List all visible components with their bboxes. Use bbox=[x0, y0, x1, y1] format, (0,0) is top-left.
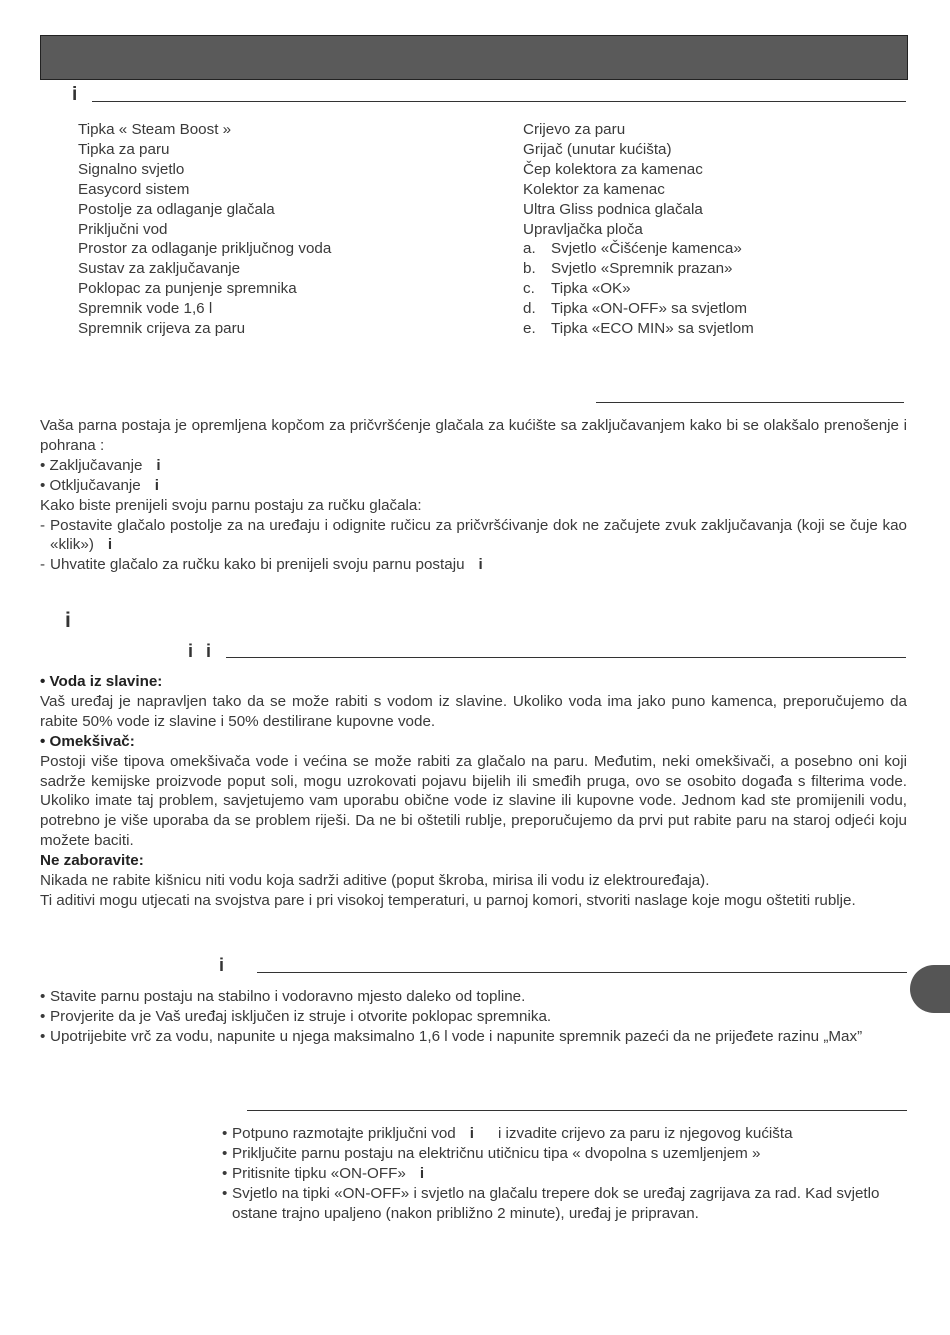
panel-item bbox=[523, 299, 754, 319]
figure-ref: i bbox=[154, 476, 159, 494]
part-item: Tipka za paru bbox=[78, 140, 170, 158]
part-item: Tipka « Steam Boost » bbox=[78, 121, 232, 138]
unlock-item bbox=[40, 476, 907, 496]
page-side-tab bbox=[910, 965, 950, 1013]
figure-ref: i bbox=[478, 556, 483, 574]
panel-item-text: Svjetlo «Čišćenje kamenca» bbox=[551, 240, 742, 258]
part-item: Postolje za odlaganje glačala bbox=[78, 200, 275, 218]
section-rule-lock bbox=[596, 402, 904, 403]
start-step bbox=[222, 1164, 907, 1184]
fill-step-text: Upotrijebite vrč za vodu, napunite u njega maksimalno 1,6 l vode i napunite spremnik pazeći da ne prijeđete razinu „Max” bbox=[50, 1027, 863, 1045]
tap-water-title: • Voda iz slavine: bbox=[40, 673, 163, 690]
dash-marker: - bbox=[40, 556, 46, 574]
carry-step-2 bbox=[40, 555, 907, 575]
water-section bbox=[40, 672, 907, 911]
panel-item-letter: e. bbox=[523, 320, 536, 338]
figure-ref: i bbox=[156, 456, 161, 474]
subheading-water: i i bbox=[188, 641, 216, 661]
fill-step-text: Stavite parnu postaju na stabilno i vodoravno mjesto daleko od topline. bbox=[50, 988, 526, 1005]
header-bar bbox=[40, 35, 908, 80]
carry-step-1-text: Postavite glačalo postolje za na uređaju i odignite ručicu za pričvršćivanje dok ne začujete zvuk zaključavanja (koji se čuje kao «klik») bbox=[50, 516, 907, 554]
panel-item bbox=[523, 239, 754, 259]
remember-title: Ne zaboravite: bbox=[40, 852, 144, 870]
section-heading-description: i bbox=[72, 84, 78, 105]
unlock-item-text: • Otključavanje bbox=[40, 476, 141, 494]
carry-step-1 bbox=[40, 516, 907, 556]
start-step-2-text: Priključite parnu postaju na električnu utičnicu tipa « dvopolna s uzemljenjem » bbox=[232, 1144, 761, 1162]
part-item: Prostor za odlaganje priključnog voda bbox=[78, 240, 332, 258]
softener-title: • Omekšivač: bbox=[40, 732, 135, 750]
panel-item-letter: a. bbox=[523, 240, 536, 258]
bullet-marker: • bbox=[222, 1125, 228, 1142]
panel-item-letter: b. bbox=[523, 260, 536, 278]
dash-marker: - bbox=[40, 516, 46, 534]
parts-list-left bbox=[78, 120, 331, 339]
bullet-marker: • bbox=[40, 1007, 46, 1025]
start-step-1b-text: i izvadite crijevo za paru iz njegovog kućišta bbox=[497, 1125, 793, 1142]
fill-step bbox=[40, 987, 907, 1007]
part-item: Poklopac za punjenje spremnika bbox=[78, 280, 297, 298]
part-item: Ultra Gliss podnica glačala bbox=[523, 200, 703, 218]
softener-text: Postoji više tipova omekšivača vode i većina se može rabiti za glačalo na paru. Međutim, neki omekšivači, a posebno oni koji sadrže kemijske proizvode poput soli, mogu uzrokovati pojavu bijelih ili smeđih pruga, ovo se osobito događa s filterima vode. Ukoliko imate taj problem, savjetujemo vam uporabu obične vode iz slavine ili kupovne vode. Jednom kad ste promijenili vodu, potrebno je više uporaba da se problem riješi. Da ne bi oštetili rublje, preporučujemo da prvi put rabite paru na staroj odjeći koju možete baciti. bbox=[40, 752, 907, 850]
part-item: Upravljačka ploča bbox=[523, 220, 643, 238]
start-step bbox=[222, 1124, 907, 1144]
bullet-marker: • bbox=[40, 1027, 46, 1045]
start-step-1a-text: Potpuno razmotajte priključni vod bbox=[232, 1125, 456, 1142]
start-step-3-text: Pritisnite tipku «ON-OFF» bbox=[232, 1164, 406, 1182]
panel-item bbox=[523, 319, 754, 339]
start-section bbox=[222, 1124, 907, 1224]
subsection-rule-water bbox=[226, 657, 906, 658]
lock-intro: Vaša parna postaja je opremljena kopčom za pričvršćenje glačala za kućište sa zaključavanjem kako bi se olakšalo prenošenje i pohrana : bbox=[40, 417, 907, 454]
section-heading-preparation: i bbox=[65, 609, 71, 632]
panel-item-text: Tipka «ON-OFF» sa svjetlom bbox=[551, 300, 748, 318]
fill-step-text: Provjerite da je Vaš uređaj isključen iz struje i otvorite poklopac spremnika. bbox=[50, 1007, 552, 1025]
tap-water-text: Vaš uređaj je napravljen tako da se može rabiti s vodom iz slavine. Ukoliko voda ima jako puno kamenca, preporučujemo da rabite 50% vode iz slavine i 50% destilirane kupovne vode. bbox=[40, 692, 907, 730]
part-item: Crijevo za paru bbox=[523, 121, 626, 138]
bullet-marker: • bbox=[40, 988, 46, 1005]
part-item: Sustav za zaključavanje bbox=[78, 260, 241, 278]
panel-item-letter: d. bbox=[523, 300, 536, 318]
fill-step bbox=[40, 1007, 907, 1027]
panel-item bbox=[523, 259, 754, 279]
bullet-marker: • bbox=[222, 1184, 228, 1202]
panel-item-text: Tipka «OK» bbox=[551, 280, 631, 298]
lock-item-text: • Zaključavanje bbox=[40, 456, 143, 474]
fill-section bbox=[40, 987, 907, 1047]
part-item: Čep kolektora za kamenac bbox=[523, 160, 703, 178]
subheading-fill: i bbox=[219, 955, 225, 975]
bullet-marker: • bbox=[222, 1144, 228, 1162]
part-item: Signalno svjetlo bbox=[78, 160, 185, 178]
carry-step-2-text: Uhvatite glačalo za ručku kako bi prenijeli svoju parnu postaju bbox=[50, 556, 465, 574]
start-step bbox=[222, 1184, 907, 1224]
part-item: Easycord sistem bbox=[78, 180, 190, 198]
start-step bbox=[222, 1144, 907, 1164]
remember-text-2: Ti aditivi mogu utjecati na svojstva pare i pri visokoj temperaturi, u parnoj komori, stvoriti naslage koje mogu oštetiti rublje. bbox=[40, 891, 856, 909]
part-item: Priključni vod bbox=[78, 220, 168, 238]
panel-item bbox=[523, 279, 754, 299]
parts-list-right bbox=[523, 120, 754, 339]
start-step-4-text: Svjetlo na tipki «ON-OFF» i svjetlo na glačalu trepere dok se uređaj zagrijava za rad. Kad svjetlo ostane trajno upaljeno (nakon približno 2 minute), uređaj je pripravan. bbox=[232, 1184, 880, 1222]
remember-text-1: Nikada ne rabite kišnicu niti vodu koja sadrži aditive (poput škroba, mirisa ili vodu iz elektrouređaja). bbox=[40, 872, 710, 890]
carry-intro: Kako biste prenijeli svoju parnu postaju za ručku glačala: bbox=[40, 496, 422, 514]
part-item: Spremnik vode 1,6 l bbox=[78, 300, 213, 318]
figure-ref: i bbox=[469, 1125, 474, 1142]
section-rule-description bbox=[92, 101, 906, 102]
figure-ref: i bbox=[419, 1164, 425, 1182]
lock-item bbox=[40, 456, 907, 476]
part-item: Kolektor za kamenac bbox=[523, 180, 665, 198]
bullet-marker: • bbox=[222, 1164, 228, 1182]
panel-item-text: Svjetlo «Spremnik prazan» bbox=[551, 260, 733, 278]
subsection-rule-start bbox=[247, 1110, 907, 1111]
panel-item-letter: c. bbox=[523, 280, 535, 298]
part-item: Spremnik crijeva za paru bbox=[78, 320, 246, 338]
subsection-rule-fill bbox=[257, 972, 907, 973]
panel-item-text: Tipka «ECO MIN» sa svjetlom bbox=[551, 320, 754, 338]
lock-section bbox=[40, 416, 907, 575]
figure-ref: i bbox=[107, 536, 113, 554]
fill-step bbox=[40, 1027, 907, 1047]
part-item: Grijač (unutar kućišta) bbox=[523, 140, 672, 158]
